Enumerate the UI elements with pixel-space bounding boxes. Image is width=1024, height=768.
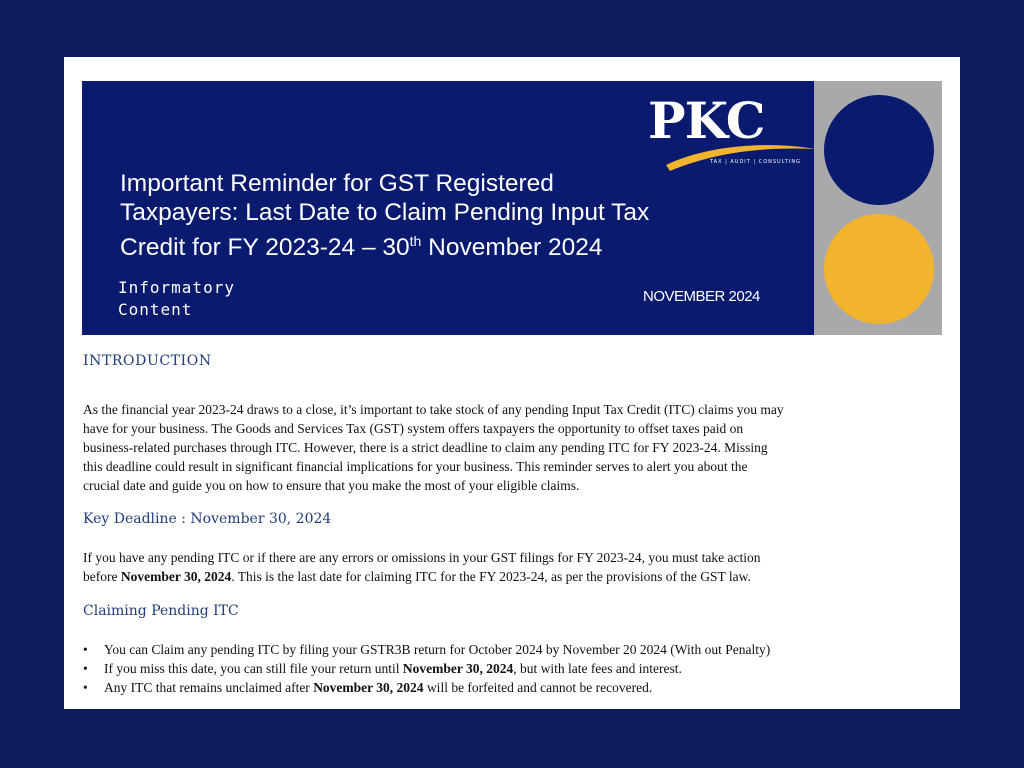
gold-circle-decoration [824, 214, 934, 324]
content-type-label: Informatory Content [118, 278, 235, 319]
pkc-logo: PKC TAX | AUDIT | CONSULTING [648, 91, 818, 181]
document-page [64, 57, 960, 709]
list-item: • If you miss this date, you can still file your return until November 30, 2024, but with late fees and interest. [83, 659, 953, 678]
key-deadline-heading: Key Deadline : November 30, 2024 [83, 511, 332, 527]
introduction-heading: INTRODUCTION [83, 353, 212, 369]
logo-swoosh-icon [648, 91, 818, 181]
header-banner [82, 81, 814, 335]
page-title: Important Reminder for GST Registered Taxpayers: Last Date to Claim Pending Input Tax Credit for FY 2023-24 – 30th November 2024 [120, 170, 650, 262]
decorative-side-panel [814, 81, 942, 335]
navy-circle-decoration [824, 95, 934, 205]
list-item: • Any ITC that remains unclaimed after November 30, 2024 will be forfeited and cannot be recovered. [83, 678, 953, 697]
introduction-paragraph: As the financial year 2023-24 draws to a close, it’s important to take stock of any pending Input Tax Credit (ITC) claims you may have for your business. The Goods and Services Tax (GST) system offers taxpayers the opportunity to offset taxes paid on business-related purchases through ITC. However, there is a strict deadline to claim any pending ITC for FY 2023-24. Missing this deadline could result in significant financial implications for your business. This reminder serves to alert you about the crucial date and guide you on how to ensure that you make the most of your eligible claims. [83, 402, 784, 493]
claiming-itc-heading: Claiming Pending ITC [83, 603, 239, 619]
claiming-itc-list [83, 640, 953, 697]
logo-tagline: TAX | AUDIT | CONSULTING [710, 159, 801, 165]
publication-date: NOVEMBER 2024 [643, 288, 760, 305]
key-deadline-paragraph: If you have any pending ITC or if there are any errors or omissions in your GST filings for FY 2023-24, you must take action before November 30, 2024. This is the last date for claiming ITC for the FY 2023-24, as per the provisions of the GST law. [83, 550, 761, 584]
list-item: • You can Claim any pending ITC by filing your GSTR3B return for October 2024 by November 20 2024 (With out Penalty) [83, 640, 953, 659]
